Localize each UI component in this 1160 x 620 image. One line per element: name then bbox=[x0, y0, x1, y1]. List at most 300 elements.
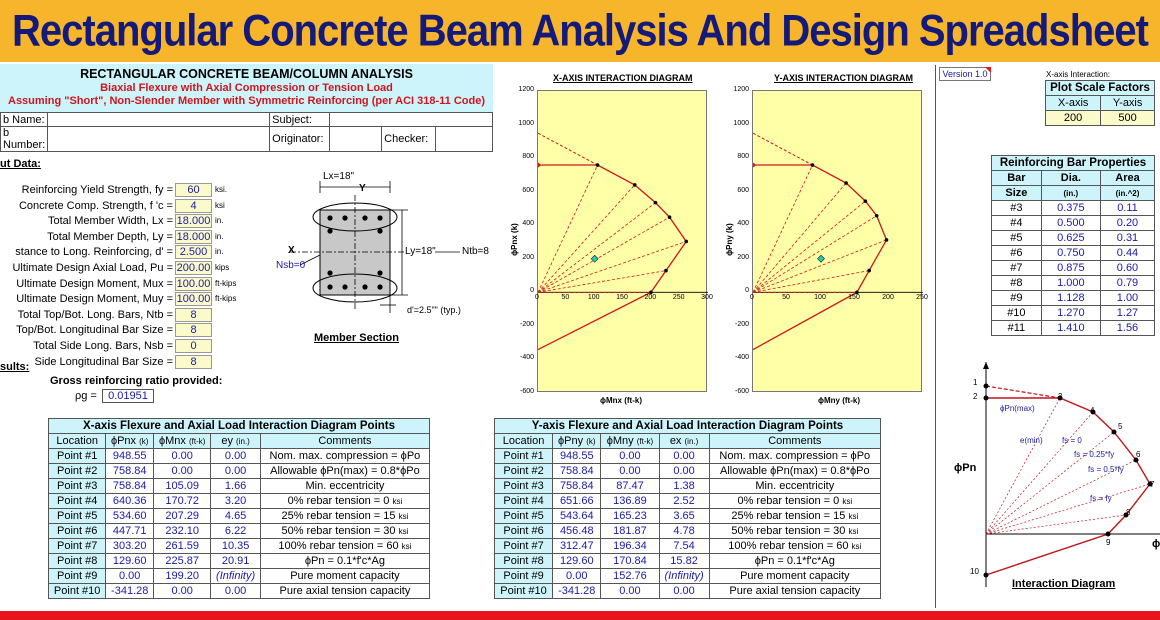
table-row bbox=[49, 584, 430, 599]
y-plot-xlabel: ϕMny (ft-k) bbox=[818, 396, 860, 405]
pn-max-marker bbox=[538, 163, 540, 167]
comment-text: 50% rebar tension = 30 bbox=[731, 525, 846, 537]
data-point bbox=[844, 181, 848, 185]
point-value: 129.60 bbox=[553, 554, 601, 569]
checker-label: Checker: bbox=[382, 127, 436, 152]
col-header-unit: (ft-k) bbox=[189, 437, 206, 446]
section-nsb-label: Nsb=0 bbox=[276, 260, 306, 271]
point-label: Point #7 bbox=[49, 539, 106, 554]
schematic-point-number: 5 bbox=[1118, 422, 1123, 431]
point-comment bbox=[709, 569, 880, 584]
comment-text: 0% rebar tension = 0 bbox=[737, 495, 840, 507]
data-point bbox=[596, 163, 600, 167]
point-value: 0.00 bbox=[154, 449, 211, 464]
plot-scale-x-label: X-axis bbox=[1046, 96, 1101, 111]
point-label: Point #5 bbox=[49, 509, 106, 524]
y-tick-label: 200 bbox=[737, 253, 749, 261]
point-label: Point #4 bbox=[49, 494, 106, 509]
point-value: 447.71 bbox=[106, 524, 154, 539]
eccentricity-line bbox=[753, 240, 887, 292]
y-tick-label: 800 bbox=[522, 153, 534, 161]
col-header-label: ϕMnx bbox=[158, 435, 186, 447]
bar-size: #6 bbox=[992, 246, 1042, 261]
data-point bbox=[654, 201, 658, 205]
point-comment bbox=[260, 449, 429, 464]
data-point bbox=[867, 269, 871, 273]
input-row bbox=[0, 199, 250, 215]
input-value[interactable]: 8 bbox=[175, 355, 212, 369]
input-value[interactable]: 4 bbox=[175, 199, 212, 213]
col-header bbox=[211, 434, 260, 449]
schematic-point-number: 3 bbox=[1058, 392, 1063, 401]
originator-field[interactable] bbox=[330, 127, 382, 152]
point-comment bbox=[709, 524, 880, 539]
point-comment bbox=[709, 554, 880, 569]
comment-unit: ksi bbox=[842, 497, 853, 506]
input-row bbox=[0, 277, 250, 293]
bar-size: #8 bbox=[992, 276, 1042, 291]
col-location: Location bbox=[495, 434, 553, 449]
input-label: Total Top/Bot. Long. Bars, Ntb = bbox=[17, 308, 173, 321]
data-point bbox=[633, 183, 637, 187]
point-value: 0.00 bbox=[601, 449, 659, 464]
plot-scale-table bbox=[1045, 80, 1155, 126]
bar-area: 0.60 bbox=[1100, 261, 1154, 276]
comment-text: ϕPn = 0.1*f'c*Ag bbox=[304, 555, 385, 567]
sheet-subtitle-1: Biaxial Flexure with Axial Compression or Tension Load bbox=[100, 82, 393, 94]
point-value: 261.59 bbox=[154, 539, 211, 554]
comment-text: Min. eccentricity bbox=[755, 480, 835, 492]
point-value: -341.28 bbox=[106, 584, 154, 599]
data-point bbox=[684, 240, 688, 244]
input-value[interactable]: 8 bbox=[175, 308, 212, 322]
point-value: 2.52 bbox=[659, 494, 709, 509]
comment-text: Pure axial tension capacity bbox=[279, 585, 411, 597]
point-value: 20.91 bbox=[211, 554, 260, 569]
point-comment bbox=[260, 509, 429, 524]
input-label: Concrete Comp. Strength, f 'c = bbox=[18, 199, 173, 212]
y-tick-label: 0 bbox=[745, 287, 749, 295]
schematic-point-number: 7 bbox=[1150, 480, 1155, 489]
point-value: 3.65 bbox=[659, 509, 709, 524]
col-header-label: ϕPnx bbox=[110, 435, 137, 447]
rebar-row bbox=[992, 231, 1155, 246]
y-plot-title: Y-AXIS INTERACTION DIAGRAM bbox=[774, 73, 914, 83]
input-unit: in. bbox=[215, 216, 224, 226]
comment-text: Nom. max. compression = ϕPo bbox=[719, 450, 871, 462]
y-tick-label: 600 bbox=[737, 186, 749, 194]
subject-field[interactable] bbox=[330, 113, 493, 127]
point-comment bbox=[709, 464, 880, 479]
point-value: 1.66 bbox=[211, 479, 260, 494]
input-value[interactable]: 100.00 bbox=[176, 293, 211, 306]
rebar-properties-table bbox=[991, 155, 1155, 336]
table-row bbox=[495, 449, 881, 464]
col-header bbox=[659, 434, 709, 449]
schematic-emin: e(min) bbox=[1020, 436, 1043, 445]
input-unit: ft-kips bbox=[215, 278, 237, 288]
point-label: Point #2 bbox=[495, 464, 553, 479]
version-label: Version 1.0 bbox=[939, 67, 991, 81]
plot-scale-y-label: Y-axis bbox=[1101, 96, 1155, 111]
comment-text: Pure axial tension capacity bbox=[729, 585, 861, 597]
section-d-label: d'=2.5"" (typ.) bbox=[407, 305, 461, 315]
col-header-unit: (k) bbox=[586, 437, 596, 446]
schematic-fs0: fs = 0 bbox=[1062, 436, 1082, 445]
input-label: Ultimate Design Axial Load, Pu = bbox=[12, 262, 173, 274]
point-label: Point #2 bbox=[49, 464, 106, 479]
rebar-row bbox=[992, 321, 1155, 336]
input-label: Total Member Depth, Ly = bbox=[47, 230, 173, 243]
input-unit: in. bbox=[215, 231, 224, 241]
version-comment-marker[interactable] bbox=[985, 67, 991, 73]
eccentricity-line bbox=[538, 185, 635, 292]
input-row bbox=[0, 355, 250, 371]
data-point bbox=[885, 238, 889, 242]
input-row bbox=[0, 323, 250, 339]
point-value: 758.84 bbox=[106, 464, 154, 479]
bar-area: 0.20 bbox=[1100, 216, 1154, 231]
x-plot-ylabel: ϕPnx (k) bbox=[509, 223, 519, 256]
input-value[interactable]: 18.000 bbox=[176, 215, 211, 228]
input-row bbox=[0, 292, 250, 308]
point-comment bbox=[709, 494, 880, 509]
point-comment bbox=[260, 479, 429, 494]
table-row bbox=[49, 494, 430, 509]
table-row bbox=[495, 584, 881, 599]
y-tick-label: 600 bbox=[522, 186, 534, 194]
point-value: 0.00 bbox=[154, 464, 211, 479]
point-value: 0.00 bbox=[659, 584, 709, 599]
col-header-unit: (in.) bbox=[236, 437, 250, 446]
col-header-label: ex bbox=[669, 435, 682, 447]
input-value[interactable]: 100.00 bbox=[176, 277, 211, 290]
input-value[interactable]: 200.00 bbox=[176, 262, 211, 274]
point-value: 199.20 bbox=[154, 569, 211, 584]
data-point bbox=[668, 215, 672, 219]
input-label: Reinforcing Yield Strength, fy = bbox=[21, 184, 173, 196]
schematic-point-number: 9 bbox=[1106, 538, 1111, 547]
comment-unit: ksi bbox=[851, 542, 862, 551]
point-value: 0.00 bbox=[659, 464, 709, 479]
bar-area: 0.11 bbox=[1100, 201, 1154, 216]
y-plot-area bbox=[752, 90, 922, 392]
point-value: 534.60 bbox=[106, 509, 154, 524]
point-value: 0.00 bbox=[211, 464, 260, 479]
schematic-fsfy: fs = fy bbox=[1090, 494, 1112, 503]
section-x-axis-label: X bbox=[288, 245, 295, 256]
bar-diameter: 1.410 bbox=[1041, 321, 1100, 336]
input-row bbox=[0, 261, 250, 277]
rebar-title: Reinforcing Bar Properties bbox=[992, 156, 1155, 171]
y-tick-label: 1000 bbox=[733, 119, 749, 127]
table-row bbox=[49, 524, 430, 539]
results-heading: sults: bbox=[0, 361, 30, 373]
rho-label: ρg = bbox=[75, 390, 97, 402]
point-value: 948.55 bbox=[553, 449, 601, 464]
point-value: 3.20 bbox=[211, 494, 260, 509]
eccentricity-line bbox=[753, 201, 865, 292]
comment-text: ϕPn = 0.1*f'c*Ag bbox=[754, 555, 835, 567]
point-label: Point #10 bbox=[495, 584, 553, 599]
col-header-unit: (ft-k) bbox=[636, 437, 654, 446]
plot-scale-title: Plot Scale Factors bbox=[1046, 81, 1155, 96]
bar-diameter: 1.128 bbox=[1041, 291, 1100, 306]
y-tick-label: 400 bbox=[522, 220, 534, 228]
y-tick-label: 800 bbox=[737, 153, 749, 161]
x-axis-points-table bbox=[48, 418, 430, 599]
point-value: 640.36 bbox=[106, 494, 154, 509]
input-label: Total Side Long. Bars, Nsb = bbox=[33, 340, 173, 352]
table-row bbox=[49, 479, 430, 494]
y-tick-label: 200 bbox=[522, 253, 534, 261]
point-value: 948.55 bbox=[106, 449, 154, 464]
point-value: (Infinity) bbox=[659, 569, 709, 584]
table-title: X-axis Flexure and Axial Load Interaction Diagram Points bbox=[49, 419, 430, 434]
sheet-subtitle-2: Assuming "Short", Non-Slender Member with Symmetric Reinforcing (per ACI 318-11 Code) bbox=[8, 95, 485, 107]
point-label: Point #9 bbox=[495, 569, 553, 584]
schematic-fs50: fs = 0.5*fy bbox=[1088, 465, 1124, 474]
schematic-point-number: 1 bbox=[973, 378, 978, 387]
plot-scale-y-value[interactable]: 500 bbox=[1101, 111, 1155, 126]
col-header bbox=[154, 434, 211, 449]
bar-diameter: 0.375 bbox=[1041, 201, 1100, 216]
point-value: 165.23 bbox=[601, 509, 659, 524]
table-row bbox=[495, 524, 881, 539]
point-value: 0.00 bbox=[211, 584, 260, 599]
input-value[interactable]: 8 bbox=[175, 323, 212, 337]
x-tick-label: 200 bbox=[644, 294, 657, 302]
data-point bbox=[811, 163, 815, 167]
rebar-row bbox=[992, 201, 1155, 216]
comment-unit: ksi bbox=[392, 497, 403, 506]
input-value[interactable]: 2.500 bbox=[175, 245, 212, 259]
input-unit: ft-kips bbox=[215, 294, 237, 304]
y-interaction-chart bbox=[753, 91, 923, 393]
input-value[interactable]: 18.000 bbox=[176, 230, 211, 243]
point-value: 0.00 bbox=[211, 449, 260, 464]
point-label: Point #3 bbox=[495, 479, 553, 494]
point-value: 170.84 bbox=[601, 554, 659, 569]
rebar-col-dia-unit: (in.) bbox=[1041, 186, 1100, 201]
x-plot-title: X-AXIS INTERACTION DIAGRAM bbox=[553, 73, 693, 83]
plot-scale-note: X-axis Interaction: bbox=[1046, 70, 1111, 79]
rebar-row bbox=[992, 261, 1155, 276]
y-axis-points-table bbox=[494, 418, 881, 599]
job-info-table bbox=[0, 112, 493, 152]
table-row bbox=[49, 569, 430, 584]
point-value: 4.65 bbox=[211, 509, 260, 524]
x-plot-area bbox=[537, 90, 707, 392]
rebar-col-size: Size bbox=[992, 186, 1042, 201]
input-value[interactable]: 60 bbox=[175, 183, 212, 197]
table-row bbox=[495, 569, 881, 584]
y-tick-label: -200 bbox=[734, 320, 749, 328]
y-tick-label: -200 bbox=[519, 320, 534, 328]
comment-text: 100% rebar tension = 60 bbox=[728, 540, 849, 552]
pn-max-marker bbox=[753, 163, 755, 167]
col-header-label: ϕPny bbox=[558, 435, 584, 447]
section-lx-label: Lx=18" bbox=[323, 171, 355, 182]
point-comment bbox=[260, 539, 429, 554]
bar-diameter: 0.500 bbox=[1041, 216, 1100, 231]
point-value: (Infinity) bbox=[211, 569, 260, 584]
table-row bbox=[49, 539, 430, 554]
point-value: 7.54 bbox=[659, 539, 709, 554]
input-row bbox=[0, 308, 250, 324]
bar-diameter: 1.000 bbox=[1041, 276, 1100, 291]
input-row bbox=[0, 339, 250, 355]
bar-size: #10 bbox=[992, 306, 1042, 321]
input-data-heading: ut Data: bbox=[0, 158, 41, 170]
point-value: 651.66 bbox=[553, 494, 601, 509]
job-number-field[interactable] bbox=[48, 127, 270, 152]
input-row bbox=[0, 214, 250, 230]
table-row bbox=[495, 554, 881, 569]
checker-field[interactable] bbox=[436, 127, 493, 152]
job-number-label: b Number: bbox=[1, 127, 48, 152]
eccentricity-line bbox=[538, 203, 655, 293]
point-value: 152.76 bbox=[601, 569, 659, 584]
point-value: 136.89 bbox=[601, 494, 659, 509]
y-tick-label: 1000 bbox=[518, 119, 534, 127]
bar-area: 0.44 bbox=[1100, 246, 1154, 261]
point-comment bbox=[709, 509, 880, 524]
rebar-col-bar: Bar bbox=[992, 171, 1042, 186]
rebar-col-area: Area bbox=[1100, 171, 1154, 186]
bar-size: #4 bbox=[992, 216, 1042, 231]
point-value: 303.20 bbox=[106, 539, 154, 554]
comment-text: Pure moment capacity bbox=[290, 570, 400, 582]
point-value: 181.87 bbox=[601, 524, 659, 539]
point-value: 87.47 bbox=[601, 479, 659, 494]
comment-text: Allowable ϕPn(max) = 0.8*ϕPo bbox=[720, 465, 870, 477]
col-location: Location bbox=[49, 434, 106, 449]
comment-text: 100% rebar tension = 60 bbox=[278, 540, 399, 552]
comment-text: Min. eccentricity bbox=[305, 480, 385, 492]
schematic-point-number: 8 bbox=[1126, 508, 1131, 517]
input-label: Side Longitudinal Bar Size = bbox=[34, 355, 173, 368]
eccentricity-line bbox=[538, 241, 686, 292]
y-tick-label: 0 bbox=[530, 287, 534, 295]
point-comment bbox=[260, 569, 429, 584]
panel-divider bbox=[935, 65, 936, 608]
x-tick-label: 250 bbox=[916, 294, 928, 302]
col-header-unit: (in.) bbox=[684, 437, 699, 446]
x-tick-label: 250 bbox=[672, 294, 685, 302]
input-value[interactable]: 0 bbox=[175, 339, 212, 353]
point-comment bbox=[260, 524, 429, 539]
point-label: Point #7 bbox=[495, 539, 553, 554]
point-comment bbox=[709, 449, 880, 464]
max-cut-line bbox=[753, 133, 812, 165]
y-tick-label: 1200 bbox=[518, 86, 534, 93]
interaction-curve bbox=[538, 165, 686, 350]
col-comments: Comments bbox=[260, 434, 429, 449]
y-tick-label: -600 bbox=[734, 388, 749, 395]
job-name-field[interactable] bbox=[48, 113, 270, 127]
comment-text: 25% rebar tension = 15 bbox=[281, 510, 396, 522]
table-row bbox=[495, 494, 881, 509]
comment-text: 50% rebar tension = 30 bbox=[281, 525, 396, 537]
table-row bbox=[49, 554, 430, 569]
point-value: 105.09 bbox=[154, 479, 211, 494]
col-header-label: ϕMny bbox=[606, 435, 634, 447]
bar-diameter: 0.875 bbox=[1041, 261, 1100, 276]
comment-text: Pure moment capacity bbox=[740, 570, 850, 582]
plot-scale-x-value[interactable]: 200 bbox=[1046, 111, 1101, 126]
point-value: 456.48 bbox=[553, 524, 601, 539]
x-tick-label: 50 bbox=[782, 294, 790, 302]
bar-area: 1.27 bbox=[1100, 306, 1154, 321]
point-value: 15.82 bbox=[659, 554, 709, 569]
gross-ratio-label: Gross reinforcing ratio provided: bbox=[50, 375, 223, 387]
comment-unit: ksi bbox=[398, 512, 409, 521]
point-value: 0.00 bbox=[601, 584, 659, 599]
sheet-title: RECTANGULAR CONCRETE BEAM/COLUMN ANALYSIS bbox=[80, 67, 413, 81]
bar-size: #7 bbox=[992, 261, 1042, 276]
point-value: 129.60 bbox=[106, 554, 154, 569]
comment-text: 25% rebar tension = 15 bbox=[731, 510, 846, 522]
point-value: 225.87 bbox=[154, 554, 211, 569]
point-comment bbox=[709, 479, 880, 494]
member-section-caption: Member Section bbox=[314, 332, 399, 344]
schematic-xlabel: ϕ bbox=[1152, 538, 1160, 550]
y-tick-label: -400 bbox=[519, 354, 534, 362]
job-name-label: b Name: bbox=[1, 113, 48, 127]
point-value: -341.28 bbox=[553, 584, 601, 599]
table-row bbox=[495, 539, 881, 554]
input-row bbox=[0, 245, 250, 261]
rho-value: 0.01951 bbox=[102, 389, 154, 403]
originator-label: Originator: bbox=[270, 127, 330, 152]
x-tick-label: 0 bbox=[535, 294, 539, 302]
schematic-fs25: fs = 0.25*fy bbox=[1074, 450, 1115, 459]
schematic-point-number: 6 bbox=[1136, 450, 1141, 459]
x-tick-label: 50 bbox=[561, 294, 570, 302]
col-header bbox=[553, 434, 601, 449]
point-value: 758.84 bbox=[553, 464, 601, 479]
col-header-label: ey bbox=[221, 435, 233, 447]
point-value: 758.84 bbox=[553, 479, 601, 494]
bar-diameter: 0.625 bbox=[1041, 231, 1100, 246]
rebar-col-dia: Dia. bbox=[1041, 171, 1100, 186]
data-point bbox=[875, 214, 879, 218]
input-unit: in. bbox=[215, 247, 224, 257]
point-comment bbox=[260, 494, 429, 509]
table-row bbox=[49, 464, 430, 479]
input-label: Ultimate Design Moment, Muy = bbox=[16, 293, 173, 306]
design-point-marker bbox=[817, 255, 824, 262]
comment-unit: ksi bbox=[398, 527, 409, 536]
y-tick-label: 1200 bbox=[733, 86, 749, 93]
comment-unit: ksi bbox=[401, 542, 412, 551]
point-label: Point #6 bbox=[49, 524, 106, 539]
rebar-col-area-unit: (in.^2) bbox=[1100, 186, 1154, 201]
input-unit: ksi. bbox=[215, 185, 227, 194]
comment-text: Nom. max. compression = ϕPo bbox=[269, 450, 421, 462]
point-label: Point #4 bbox=[495, 494, 553, 509]
x-tick-label: 0 bbox=[750, 294, 754, 302]
schematic-ylabel: ϕPn bbox=[954, 462, 977, 474]
comment-text: 0% rebar tension = 0 bbox=[287, 495, 390, 507]
input-unit: kips bbox=[215, 263, 230, 272]
point-label: Point #1 bbox=[49, 449, 106, 464]
x-tick-label: 150 bbox=[848, 294, 860, 302]
rebar-row bbox=[992, 291, 1155, 306]
point-value: 196.34 bbox=[601, 539, 659, 554]
col-header bbox=[601, 434, 659, 449]
